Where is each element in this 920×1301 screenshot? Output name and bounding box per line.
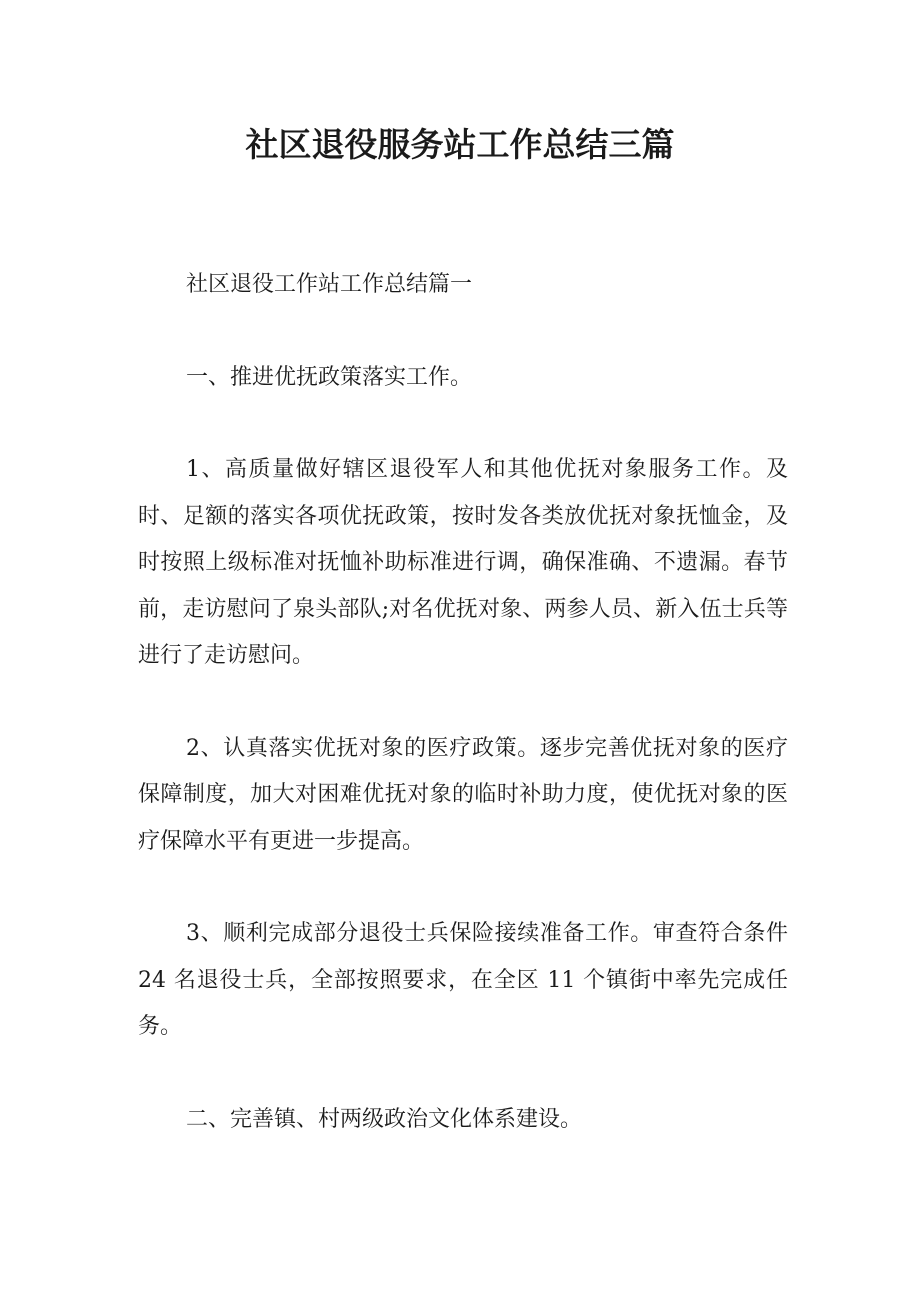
paragraph-item-2: 2、认真落实优抚对象的医疗政策。逐步完善优抚对象的医疗保障制度，加大对困难优抚对象的临时补助力度，使优抚对象的医疗保障水平有更进一步提高。: [138, 735, 788, 854]
spacer: [138, 865, 788, 911]
section-2-heading: 二、完善镇、村两级政治文化体系建设。: [186, 1106, 583, 1132]
spacer: [138, 401, 788, 447]
section-1-heading: 一、推进优抚政策落实工作。: [186, 364, 473, 390]
subtitle: 社区退役工作站工作总结篇一: [186, 272, 473, 297]
paragraph-item-3: 3、顺利完成部分退役士兵保险接续准备工作。审查符合条件 24 名退役士兵，全部按照要求，在全区 11 个镇街中率先完成任务。: [138, 921, 788, 1039]
spacer: [138, 680, 788, 726]
spacer: [138, 309, 788, 355]
paragraph-item-1: 1、高质量做好辖区退役军人和其他优抚对象服务工作。及时、足额的落实各项优抚政策，按时发各类放优抚对象抚恤金，及时按照上级标准对抚恤补助标准进行调，确保准确、不遗漏。春节前，走访慰问了泉头部队;对名优抚对象、两参人员、新入伍士兵等进行了走访慰问。: [138, 457, 788, 668]
document-body: [138, 262, 788, 1143]
document-title: 社区退役服务站工作总结三篇: [245, 125, 675, 164]
spacer: [138, 1051, 788, 1097]
